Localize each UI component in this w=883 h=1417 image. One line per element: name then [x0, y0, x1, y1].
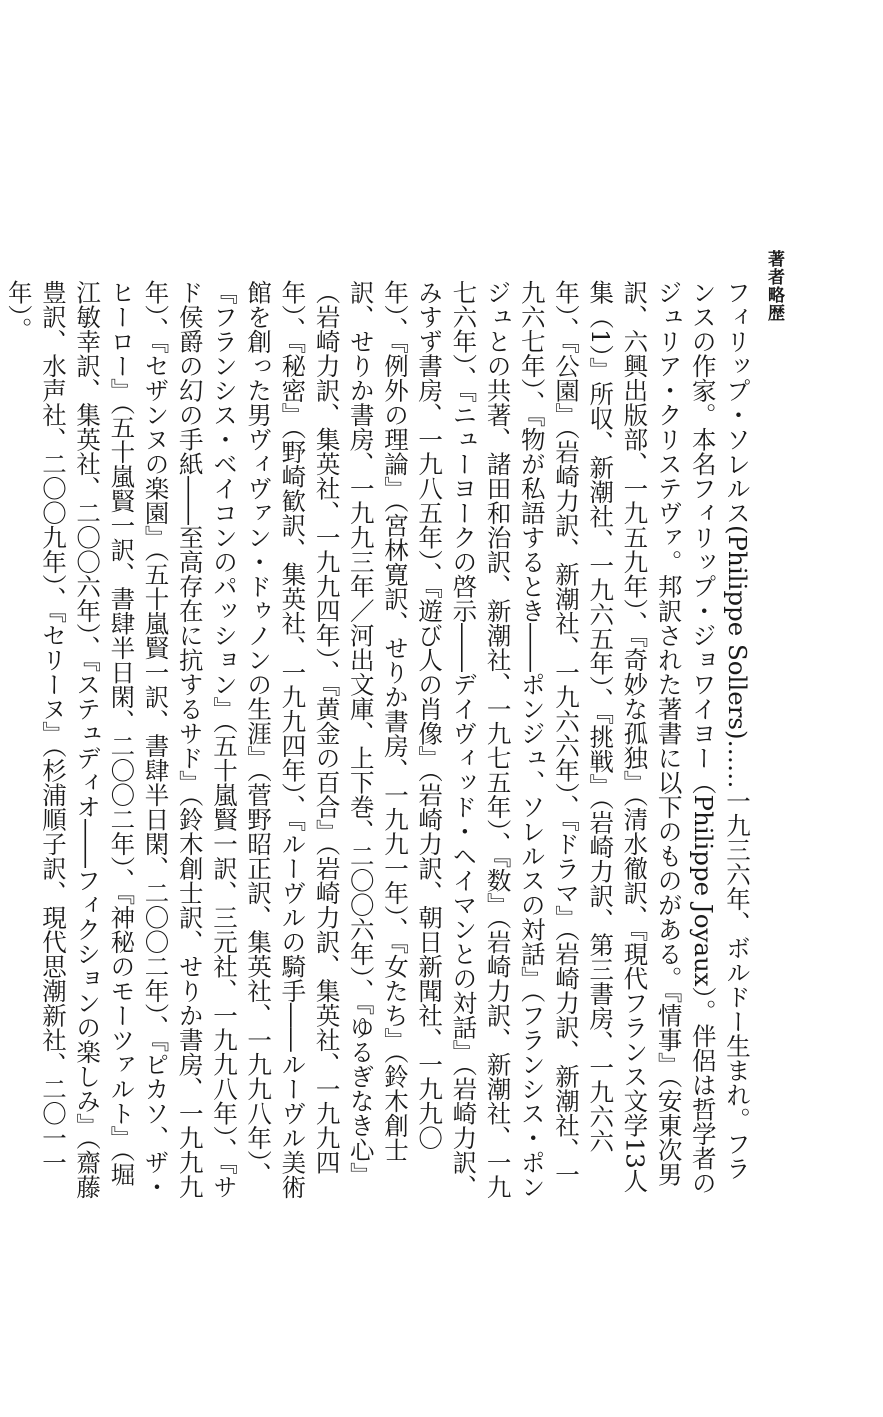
- section-title: 著者略歴: [764, 250, 784, 322]
- biography-paragraph: フィリップ・ソレルス(Philippe Sollers)……一九三六年、ボルドー生まれ。フランスの作家。本名フィリップ・ジョワイヨー（Philippe Joyaux）。伴侶は哲学者のジュリア・クリステヴァ。邦訳された著書に以下のものがある。『情事』（安東次男訳、六興出版部、一九五九年）、『奇妙な孤独』（清水徹訳、『現代フランス文学13人集（1）』所収、新潮社、一九六五年）、『挑戦』（岩崎力訳、第三書房、一九六六年）、『公園』（岩崎力訳、新潮社、一九六六年）、『ドラマ』（岩崎力訳、新潮社、一九六七年）、『物が私語するとき――ポンジュ、ソレルスの対話』（フランシス・ポンジュとの共著、諸田和治訳、新潮社、一九七五年）、『数』（岩崎力訳、新潮社、一九七六年）、『ニューヨークの啓示――デイヴィッド・ヘイマンとの対話』（岩崎力訳、みすず書房、一九八五年）、『遊び人の肖像』（岩崎力訳、朝日新聞社、一九九〇年）、『例外の理論』（宮林寛訳、せりか書房、一九九一年）、『女たち』（鈴木創士訳、せりか書房、一九九三年／河出文庫、上下巻、二〇〇六年）、『ゆるぎなき心』（岩崎力訳、集英社、一九九四年）、『黄金の百合』（岩崎力訳、集英社、一九九四年）、『秘密』（野崎歓訳、集英社、一九九四年）、『ルーヴルの騎手――ルーヴル美術館を創った男ヴィヴァン・ドゥノンの生涯』（菅野昭正訳、集英社、一九九八年）、『フランシス・ベイコンのパッション』（五十嵐賢一訳、三元社、一九九八年）、『サド侯爵の幻の手紙――至高存在に抗するサド』（鈴木創士訳、せりか書房、一九九九年）、『セザンヌの楽園』（五十嵐賢一訳、書肆半日閑、二〇〇二年）、『ピカソ、ザ・ヒーロー』（五十嵐賢一訳、書肆半日閑、二〇〇二年）、『神秘のモーツァルト』（堀江敏幸訳、集英社、二〇〇六年）、『ステュディオ――フィクションの楽しみ』（齋藤豊訳、水声社、二〇〇九年）、『セリーヌ』（杉浦順子訳、現代思潮新社、二〇一一年）。: [4, 280, 752, 1199]
- author-biography: [4, 280, 754, 1200]
